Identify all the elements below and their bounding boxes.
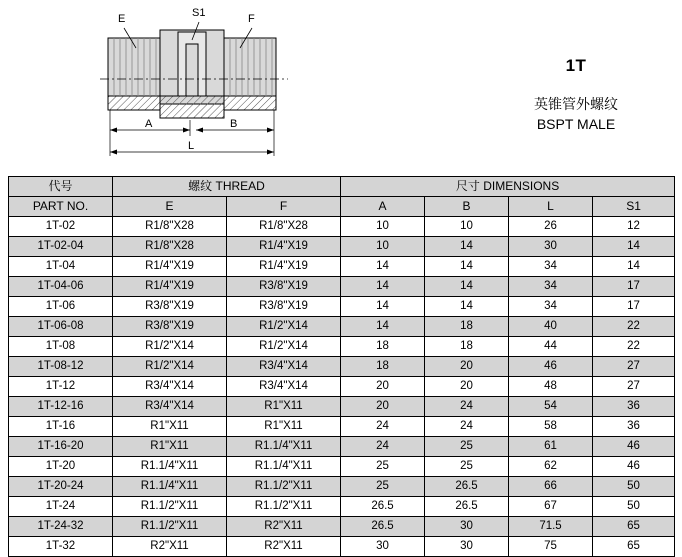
cell-s1: 27	[593, 357, 675, 377]
table-row	[9, 277, 675, 297]
cell-l: 26	[509, 217, 593, 237]
cell-f: R1"X11	[227, 417, 341, 437]
cell-e: R3/4"X14	[113, 397, 227, 417]
cell-s1: 22	[593, 337, 675, 357]
cell-f: R1/2"X14	[227, 317, 341, 337]
cell-a: 18	[341, 357, 425, 377]
cell-s1: 50	[593, 497, 675, 517]
header-col-f: F	[227, 197, 341, 217]
cell-f: R1.1/2"X11	[227, 477, 341, 497]
cell-s1: 36	[593, 397, 675, 417]
cell-part: 1T-08-12	[9, 357, 113, 377]
cell-a: 18	[341, 337, 425, 357]
cell-s1: 36	[593, 417, 675, 437]
cell-b: 30	[425, 537, 509, 557]
specification-table	[8, 176, 675, 557]
cell-a: 20	[341, 377, 425, 397]
cell-e: R1/4"X19	[113, 257, 227, 277]
cell-a: 14	[341, 297, 425, 317]
table-row	[9, 297, 675, 317]
table-row	[9, 377, 675, 397]
cell-l: 34	[509, 257, 593, 277]
cell-l: 54	[509, 397, 593, 417]
cell-e: R2"X11	[113, 537, 227, 557]
dimension-l: L	[188, 140, 195, 152]
cell-s1: 17	[593, 277, 675, 297]
cell-b: 26.5	[425, 497, 509, 517]
product-code: 1T	[565, 56, 587, 75]
cell-l: 30	[509, 237, 593, 257]
header-col-e: E	[113, 197, 227, 217]
cell-f: R1/4"X19	[227, 237, 341, 257]
cell-a: 14	[341, 257, 425, 277]
header-col-s1: S1	[593, 197, 675, 217]
header-dimensions: 尺寸 DIMENSIONS	[341, 177, 675, 197]
cell-part: 1T-06-08	[9, 317, 113, 337]
cell-b: 14	[425, 257, 509, 277]
dimension-b: B	[230, 118, 238, 130]
cell-part: 1T-06	[9, 297, 113, 317]
cell-f: R3/8"X19	[227, 297, 341, 317]
cell-e: R3/8"X19	[113, 317, 227, 337]
cell-a: 10	[341, 237, 425, 257]
cell-b: 14	[425, 277, 509, 297]
product-name-en: BSPT MALE	[536, 116, 616, 132]
fitting-technical-drawing	[0, 0, 470, 172]
cell-l: 46	[509, 357, 593, 377]
label-s1: S1	[192, 7, 206, 19]
cell-part: 1T-24	[9, 497, 113, 517]
cell-part: 1T-04	[9, 257, 113, 277]
cell-f: R3/4"X14	[227, 357, 341, 377]
cell-b: 20	[425, 377, 509, 397]
cell-s1: 46	[593, 457, 675, 477]
cell-f: R1.1/4"X11	[227, 437, 341, 457]
cell-s1: 14	[593, 257, 675, 277]
label-f: F	[248, 13, 255, 25]
cell-l: 44	[509, 337, 593, 357]
cell-e: R3/8"X19	[113, 297, 227, 317]
cell-b: 25	[425, 457, 509, 477]
cell-e: R1/8"X28	[113, 237, 227, 257]
cell-e: R1/2"X14	[113, 337, 227, 357]
product-name-cn: 英锥管外螺纹	[534, 96, 618, 112]
cell-s1: 14	[593, 237, 675, 257]
cell-l: 34	[509, 277, 593, 297]
cell-b: 18	[425, 337, 509, 357]
cell-e: R1/4"X19	[113, 277, 227, 297]
cell-f: R1"X11	[227, 397, 341, 417]
header-thread: 螺纹 THREAD	[113, 177, 341, 197]
cell-s1: 65	[593, 517, 675, 537]
cell-b: 14	[425, 297, 509, 317]
cell-l: 66	[509, 477, 593, 497]
cell-f: R1/4"X19	[227, 257, 341, 277]
cell-part: 1T-04-06	[9, 277, 113, 297]
cell-b: 14	[425, 237, 509, 257]
cell-f: R1.1/4"X11	[227, 457, 341, 477]
cell-s1: 17	[593, 297, 675, 317]
header-part-cn: 代号	[9, 177, 113, 197]
cell-l: 71.5	[509, 517, 593, 537]
cell-part: 1T-12-16	[9, 397, 113, 417]
cell-a: 14	[341, 277, 425, 297]
table-head	[9, 177, 675, 217]
header-part-en: PART NO.	[9, 197, 113, 217]
cell-part: 1T-02-04	[9, 237, 113, 257]
table-row	[9, 417, 675, 437]
cell-a: 25	[341, 457, 425, 477]
cell-b: 30	[425, 517, 509, 537]
cell-b: 24	[425, 417, 509, 437]
cell-e: R1"X11	[113, 437, 227, 457]
cell-a: 20	[341, 397, 425, 417]
cell-f: R3/8"X19	[227, 277, 341, 297]
table-group-header-row	[9, 177, 675, 197]
cell-s1: 12	[593, 217, 675, 237]
table-row	[9, 257, 675, 277]
cell-e: R1.1/4"X11	[113, 477, 227, 497]
cell-s1: 50	[593, 477, 675, 497]
cell-s1: 22	[593, 317, 675, 337]
table-row	[9, 217, 675, 237]
cell-f: R3/4"X14	[227, 377, 341, 397]
cell-e: R1"X11	[113, 417, 227, 437]
cell-e: R1.1/2"X11	[113, 517, 227, 537]
cell-part: 1T-12	[9, 377, 113, 397]
cell-part: 1T-16-20	[9, 437, 113, 457]
cell-f: R1.1/2"X11	[227, 497, 341, 517]
cell-a: 10	[341, 217, 425, 237]
header-col-a: A	[341, 197, 425, 217]
cell-part: 1T-16	[9, 417, 113, 437]
table-row	[9, 357, 675, 377]
header-col-b: B	[425, 197, 509, 217]
cell-e: R1.1/2"X11	[113, 497, 227, 517]
cell-a: 25	[341, 477, 425, 497]
cell-l: 61	[509, 437, 593, 457]
table-row	[9, 497, 675, 517]
cell-l: 62	[509, 457, 593, 477]
table-body	[9, 217, 675, 557]
cell-a: 24	[341, 437, 425, 457]
cell-b: 26.5	[425, 477, 509, 497]
cell-l: 67	[509, 497, 593, 517]
cell-e: R3/4"X14	[113, 377, 227, 397]
cell-l: 58	[509, 417, 593, 437]
cell-part: 1T-02	[9, 217, 113, 237]
cell-part: 1T-24-32	[9, 517, 113, 537]
cell-b: 24	[425, 397, 509, 417]
table-sub-header-row	[9, 197, 675, 217]
table-row	[9, 337, 675, 357]
cell-part: 1T-20-24	[9, 477, 113, 497]
cell-s1: 65	[593, 537, 675, 557]
cell-part: 1T-20	[9, 457, 113, 477]
cell-b: 10	[425, 217, 509, 237]
label-e: E	[118, 13, 126, 25]
cell-a: 26.5	[341, 517, 425, 537]
cell-e: R1/8"X28	[113, 217, 227, 237]
cell-s1: 27	[593, 377, 675, 397]
title-block	[470, 56, 682, 132]
cell-a: 30	[341, 537, 425, 557]
cell-e: R1/2"X14	[113, 357, 227, 377]
cell-b: 20	[425, 357, 509, 377]
table-row	[9, 317, 675, 337]
table-row	[9, 457, 675, 477]
cell-e: R1.1/4"X11	[113, 457, 227, 477]
cell-l: 34	[509, 297, 593, 317]
table-row	[9, 237, 675, 257]
cell-f: R1/8"X28	[227, 217, 341, 237]
cell-b: 18	[425, 317, 509, 337]
header-col-l: L	[509, 197, 593, 217]
table-row	[9, 437, 675, 457]
dimension-a: A	[145, 118, 153, 130]
table-row	[9, 397, 675, 417]
cell-f: R2"X11	[227, 517, 341, 537]
cell-part: 1T-08	[9, 337, 113, 357]
cell-f: R1/2"X14	[227, 337, 341, 357]
cell-a: 14	[341, 317, 425, 337]
cell-a: 24	[341, 417, 425, 437]
cell-part: 1T-32	[9, 537, 113, 557]
cell-b: 25	[425, 437, 509, 457]
cell-f: R2"X11	[227, 537, 341, 557]
cell-s1: 46	[593, 437, 675, 457]
cell-l: 48	[509, 377, 593, 397]
table-row	[9, 537, 675, 557]
cell-l: 75	[509, 537, 593, 557]
table-row	[9, 477, 675, 497]
cell-l: 40	[509, 317, 593, 337]
cell-a: 26.5	[341, 497, 425, 517]
